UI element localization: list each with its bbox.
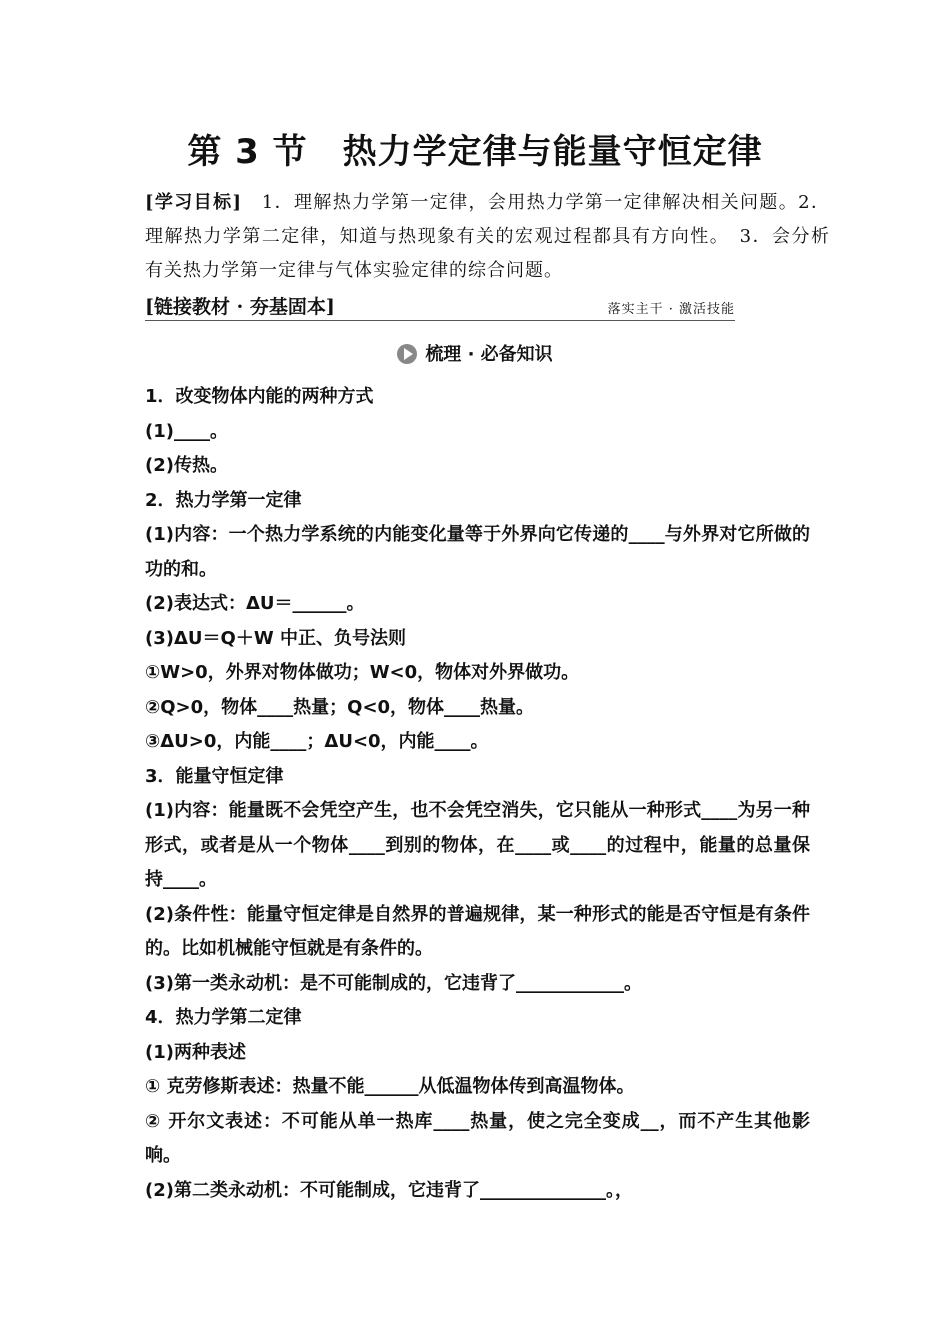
line-13: (2)条件性：能量守恒定律是自然界的普遍规律，某一种形式的能是否守恒是有条件的。比如机械能守恒就是有条件的。 xyxy=(145,903,810,959)
line-4: 2．热力学第一定律 xyxy=(145,489,302,511)
line-14: (3)第一类永动机：是不可能制成的，它违背了____________。 xyxy=(145,972,642,994)
line-12: (1)内容：能量既不会凭空产生，也不会凭空消失，它只能从一种形式____为另一种形式，或者是从一个物体____到别的物体，在____或____的过程中，能量的总量保持____。 xyxy=(145,800,810,890)
page-title: 第 3 节 热力学定律与能量守恒定律 xyxy=(187,132,763,172)
section-subtitle: 落实主干 · 激活技能 xyxy=(607,302,735,317)
goals-text: 1．理解热力学第一定律，会用热力学第一定律解决相关问题。2．理解热力学第二定律，知道与热现象有关的宏观过程都具有方向性。 3．会分析有关热力学第一定律与气体实验定律的综合问题。 xyxy=(145,192,830,281)
line-17: ① 克劳修斯表述：热量不能______从低温物体传到高温物体。 xyxy=(145,1076,635,1097)
subsection-heading xyxy=(0,340,950,366)
play-circle-icon xyxy=(397,344,417,364)
goals-tag: [学习目标] xyxy=(145,192,242,213)
subsection-title: 梳理 · 必备知识 xyxy=(425,344,553,365)
line-9: ②Q>0，物体____热量；Q<0，物体____热量。 xyxy=(145,696,535,718)
line-1: 1．改变物体内能的两种方式 xyxy=(145,386,374,407)
line-18: ② 开尔文表述：不可能从单一热库____热量，使之完全变成__，而不产生其他影响。 xyxy=(145,1110,810,1166)
learning-goals xyxy=(145,186,830,288)
line-15: 4．热力学第二定律 xyxy=(145,1007,302,1028)
line-3: (2)传热。 xyxy=(145,455,228,476)
line-5: (1)内容：一个热力学系统的内能变化量等于外界向它传递的____与外界对它所做的功的和。 xyxy=(145,524,810,580)
line-11: 3．能量守恒定律 xyxy=(145,765,284,787)
line-7: (3)ΔU＝Q＋W 中正、负号法则 xyxy=(145,627,406,649)
line-16: (1)两种表述 xyxy=(145,1041,246,1063)
line-2: (1)____。 xyxy=(145,420,228,442)
line-10: ③ΔU>0，内能____；ΔU<0，内能____。 xyxy=(145,731,489,752)
line-19: (2)第二类永动机：不可能制成，它违背了______________。， xyxy=(145,1179,633,1201)
section-header xyxy=(145,292,735,321)
line-8: ①W>0，外界对物体做功；W<0，物体对外界做功。 xyxy=(145,662,580,683)
section-title: [链接教材 · 夯基固本] xyxy=(145,296,335,318)
line-6: (2)表达式：ΔU＝______。 xyxy=(145,593,365,614)
content-body xyxy=(145,380,810,1208)
